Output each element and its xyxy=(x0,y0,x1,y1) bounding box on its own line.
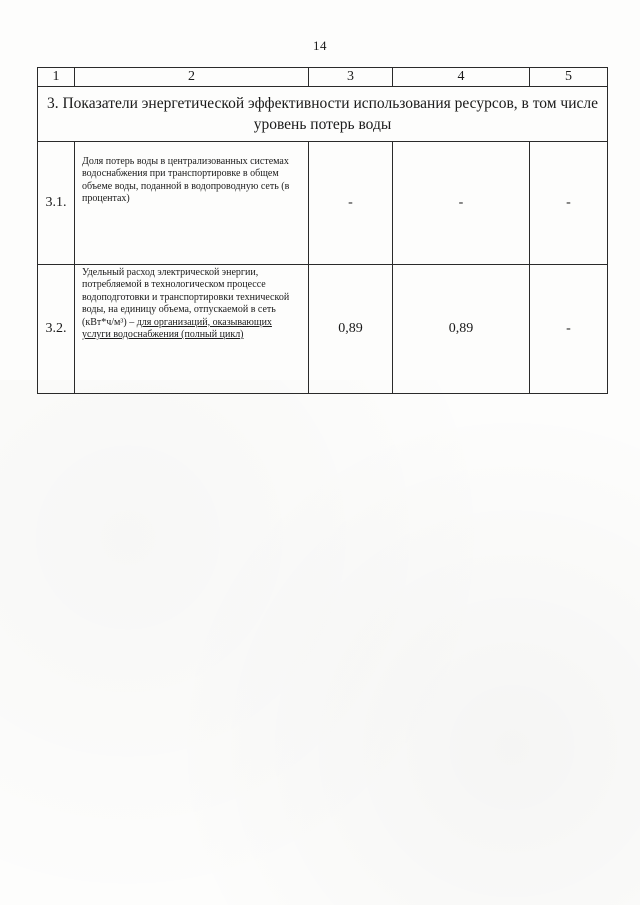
header-cell-2: 2 xyxy=(75,68,309,87)
row-value-col3: 0,89 xyxy=(309,265,393,394)
indicators-table xyxy=(37,67,608,394)
row-description: Доля потерь воды в централизованных системах водоснабжения при транспортировке в общем объеме воды, поданной в водопроводную сеть (в процентах) xyxy=(75,142,309,265)
header-cell-1: 1 xyxy=(38,68,75,87)
section-title-row xyxy=(38,87,608,142)
table-row xyxy=(38,142,608,265)
row-value-col3: - xyxy=(309,142,393,265)
header-cell-5: 5 xyxy=(530,68,608,87)
row-description-main: Удельный расход электрической энергии, потребляемой в технологическом процессе водоподготовки и транспортировки технической воды, на единицу объема, отпускаемой в сеть (кВт*ч/м³) – xyxy=(82,267,290,328)
scan-background xyxy=(0,380,640,905)
row-value-col4: - xyxy=(393,142,530,265)
row-value-col5: - xyxy=(530,142,608,265)
page-number: 14 xyxy=(313,38,327,53)
row-value-col4: 0,89 xyxy=(393,265,530,394)
row-number: 3.1. xyxy=(38,142,75,265)
section-title: 3. Показатели энергетической эффективности использования ресурсов, в том числе уровень потерь воды xyxy=(38,87,608,142)
row-description xyxy=(75,265,309,394)
row-value-col5: - xyxy=(530,265,608,394)
header-cell-4: 4 xyxy=(393,68,530,87)
header-cell-3: 3 xyxy=(309,68,393,87)
row-description-underlined: для организаций, оказывающих услуги водоснабжения (полный цикл) xyxy=(82,316,272,341)
table-row xyxy=(38,265,608,394)
row-number: 3.2. xyxy=(38,265,75,394)
table-header-row xyxy=(38,68,608,87)
